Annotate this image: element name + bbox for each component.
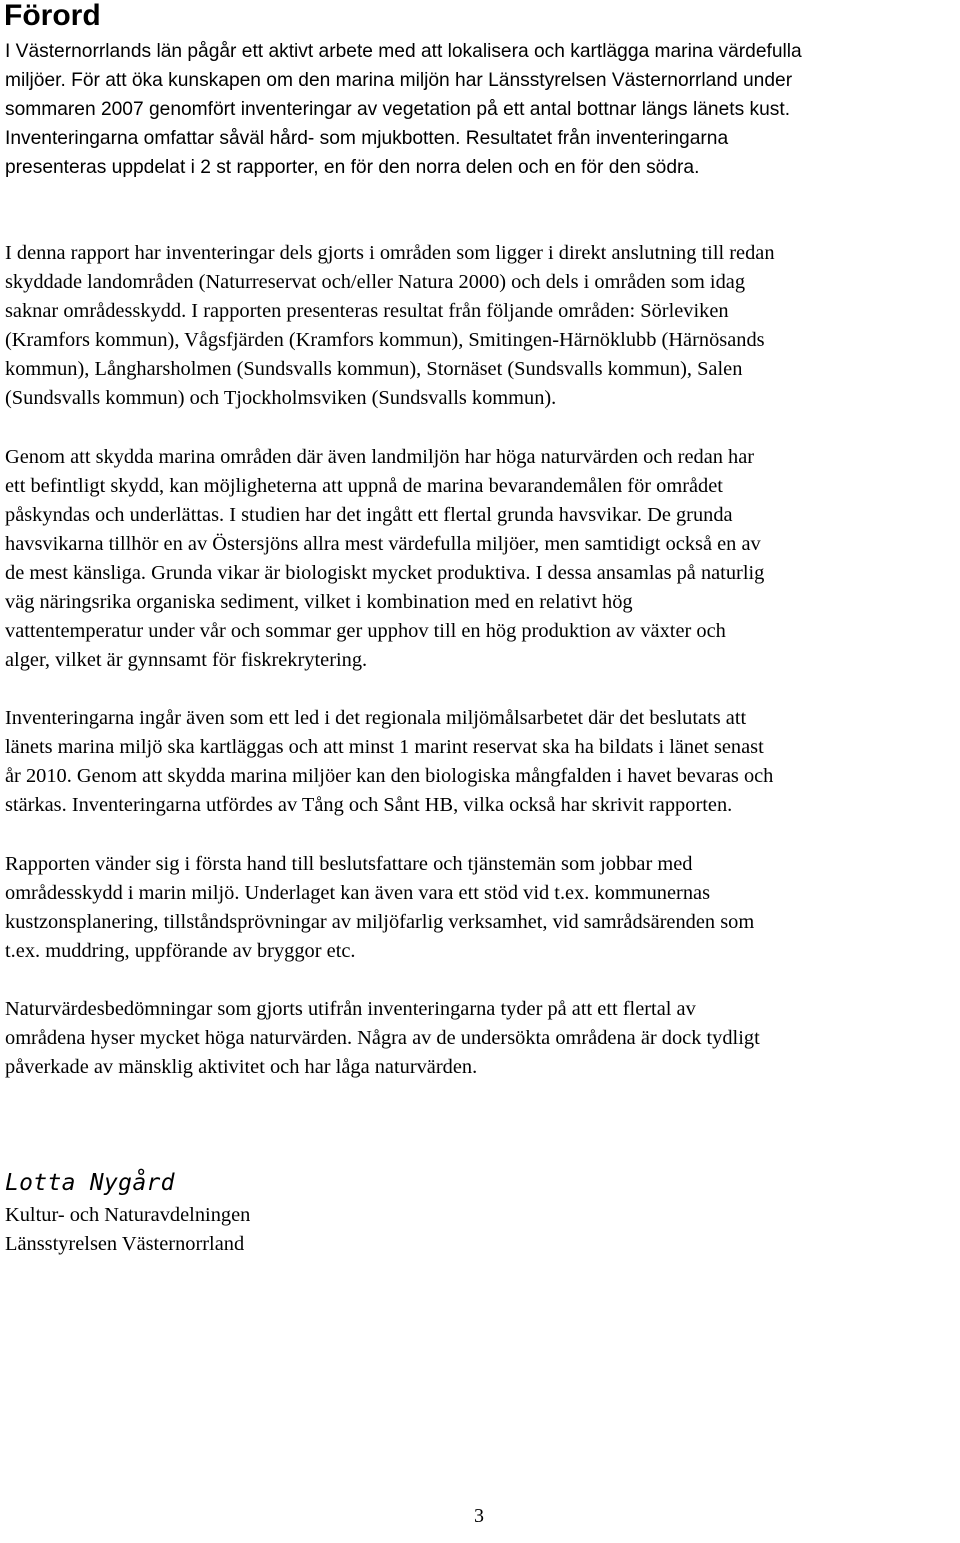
paragraph-audience [5,850,960,966]
signature-name: Lotta Nygård [5,1170,175,1196]
paragraph-goals [5,704,960,820]
paragraph-line: Rapporten vänder sig i första hand till beslutsfattare och tjänstemän som jobbar med [5,853,693,875]
paragraph-line: år 2010. Genom att skydda marina miljöer kan den biologiska mångfalden i havet bevaras och [5,765,774,787]
paragraph-line-segment: Resultatet från inventeringarna [460,128,729,149]
paragraph-line: länets marina miljö ska kartläggas och att minst 1 marint reservat ska ha bildats i länet senast [5,736,764,758]
paragraph-line: Naturvärdesbedömningar som gjorts utifrån inventeringarna tyder på att ett flertal av [5,998,696,1020]
paragraph-line: sommaren 2007 genomfört inventeringar av vegetation på ett antal bottnar längs länets kust. [5,99,791,120]
paragraph-line: havsvikarna tillhör en av Östersjöns allra mest värdefulla miljöer, men samtidigt också en av [5,533,761,555]
paragraph-line: ett befintligt skydd, kan möjligheterna att uppnå de marina bevarandemålen för området [5,475,723,497]
paragraph-line: t.ex. muddring, uppförande av bryggor etc. [5,940,356,962]
paragraph-line: (Kramfors kommun), Vågsfjärden (Kramfors kommun), Smitingen-Härnöklubb (Härnösands [5,329,765,351]
paragraph-line: kustzonsplanering, tillståndsprövningar av miljöfarlig verksamhet, vid samrådsärenden som [5,911,755,933]
paragraph-line: miljöer. För att öka kunskapen om den marina miljön har Länsstyrelsen Västernorrland under [5,70,793,91]
paragraph-line [5,124,960,153]
paragraph-line-segment: Inventeringarna omfattar såväl hård- som mjukbotten. [5,128,461,149]
paragraph-line: väg näringsrika organiska sediment, vilket i kombination med en relativt hög [5,591,633,613]
paragraph-line: påskyndas och underlättas. I studien har det ingått ett flertal grunda havsvikar. De grunda [5,504,733,526]
paragraph-line: kommun), Långharsholmen (Sundsvalls kommun), Stornäset (Sundsvalls kommun), Salen [5,358,743,380]
page-title: Förord [4,0,101,32]
signature-organization: Länsstyrelsen Västernorrland [5,1233,245,1255]
paragraph-areas [5,239,960,413]
paragraph-line: alger, vilket är gynnsamt för fiskrekrytering. [5,649,368,671]
paragraph-line: (Sundsvalls kommun) och Tjockholmsviken (Sundsvalls kommun). [5,387,557,409]
paragraph-protection [5,443,960,675]
paragraph-line: vattentemperatur under vår och sommar ger upphov till en hög produktion av växter och [5,620,726,642]
signature-department: Kultur- och Naturavdelningen [5,1204,251,1226]
signature-block [5,1201,250,1259]
paragraph-line: skyddade landområden (Naturreservat och/eller Natura 2000) och dels i områden som idag [5,271,746,293]
paragraph-line: Genom att skydda marina områden där även landmiljön har höga naturvärden och redan har [5,446,755,468]
paragraph-line: påverkade av mänsklig aktivitet och har låga naturvärden. [5,1056,478,1078]
paragraph-line: de mest känsliga. Grunda vikar är biologiskt mycket produktiva. I dessa ansamlas på naturlig [5,562,765,584]
paragraph-intro [5,37,960,182]
paragraph-line: presenteras uppdelat i 2 st rapporter, en för den norra delen och en för den södra. [5,157,700,178]
paragraph-line: I Västernorrlands län pågår ett aktivt arbete med att lokalisera och kartlägga marina värdefulla [5,41,802,62]
paragraph-line: områdesskydd i marin miljö. Underlaget kan även vara ett stöd vid t.ex. kommunernas [5,882,711,904]
paragraph-line: I denna rapport har inventeringar dels gjorts i områden som ligger i direkt anslutning till redan [5,242,775,264]
paragraph-line: saknar områdesskydd. I rapporten presenteras resultat från följande områden: Sörleviken [5,300,729,322]
paragraph-line: Inventeringarna ingår även som ett led i det regionala miljömålsarbetet där det beslutats att [5,707,747,729]
paragraph-line: stärkas. Inventeringarna utfördes av Tång och Sånt HB, vilka också har skrivit rapporten. [5,794,733,816]
paragraph-assessment [5,995,960,1082]
page-number: 3 [474,1505,484,1527]
paragraph-line: områdena hyser mycket höga naturvärden. Några av de undersökta områdena är dock tydligt [5,1027,760,1049]
